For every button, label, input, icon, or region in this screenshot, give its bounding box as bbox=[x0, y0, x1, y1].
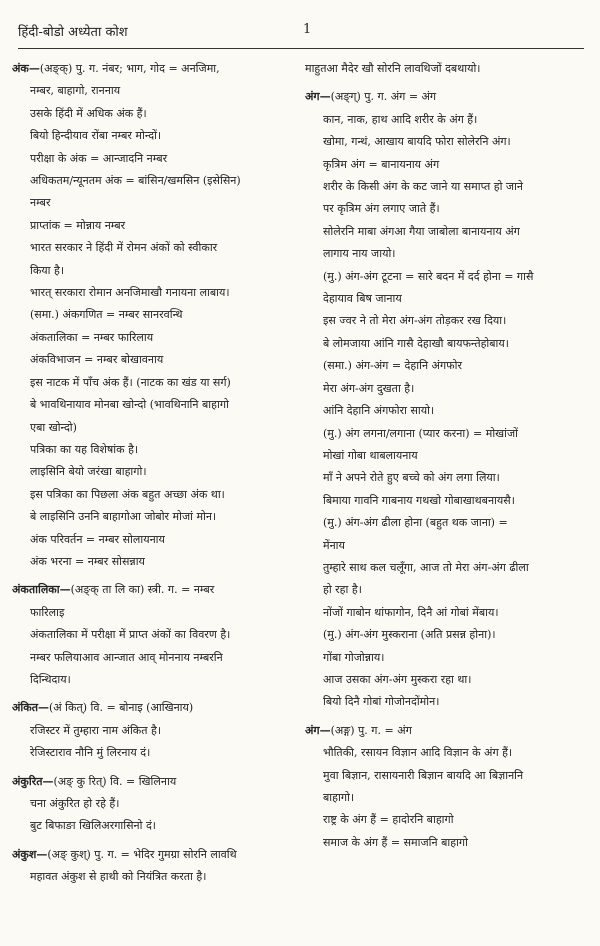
text-line bbox=[305, 198, 590, 220]
line-text: नम्बर bbox=[30, 196, 51, 210]
text-line bbox=[305, 535, 590, 557]
left-column bbox=[12, 58, 287, 889]
text-line bbox=[305, 400, 590, 422]
line-text: (अङ्क् ता लि का) स्त्री. ग. = नम्बर bbox=[70, 583, 215, 597]
dictionary-entry-line bbox=[12, 58, 287, 80]
line-text: प्राप्तांक = मोन्नाय नम्बर bbox=[30, 218, 126, 232]
dictionary-entry-line bbox=[12, 579, 287, 601]
line-text: इस पत्रिका का पिछला अंक बहुत अच्छा अंक था। bbox=[30, 487, 225, 501]
text-line bbox=[12, 170, 287, 192]
text-line bbox=[305, 647, 590, 669]
dictionary-entry-line bbox=[305, 720, 590, 742]
text-line bbox=[12, 80, 287, 102]
text-line bbox=[12, 439, 287, 461]
text-line bbox=[12, 148, 287, 170]
text-line bbox=[305, 310, 590, 332]
text-line bbox=[12, 237, 287, 259]
text-line bbox=[12, 624, 287, 646]
line-text: मुवा बिज्ञान, रासायनारी बिज्ञान बायदि आ बिज्ञाननि bbox=[323, 768, 524, 782]
text-line bbox=[305, 378, 590, 400]
text-line bbox=[12, 327, 287, 349]
text-line bbox=[305, 742, 590, 764]
line-text: (अङ्ग्) पु. ग. अंग = अंग bbox=[330, 90, 437, 104]
text-line bbox=[305, 557, 590, 579]
line-text: पर कृत्रिम अंग लगाए जाते हैं। bbox=[323, 202, 440, 216]
headword: अंग— bbox=[305, 723, 331, 737]
line-text: (समा.) अंकगणित = नम्बर सानरवन्थि bbox=[30, 308, 183, 322]
dictionary-entry-line bbox=[12, 771, 287, 793]
text-line bbox=[305, 832, 590, 854]
text-line bbox=[305, 109, 590, 131]
text-line bbox=[12, 372, 287, 394]
line-text: गोंबा गोजोन्नाय। bbox=[323, 650, 385, 664]
text-line bbox=[305, 602, 590, 624]
dictionary-entry-line bbox=[12, 844, 287, 866]
line-text: समाज के अंग हैं = समाजनि बाहागो bbox=[323, 835, 468, 849]
line-text: रेजिस्टाराव नौनि मुं लिरनाय दं। bbox=[30, 746, 151, 760]
dictionary-entry-line bbox=[305, 86, 590, 108]
line-text: रजिस्टर में तुम्हारा नाम अंकित है। bbox=[30, 723, 162, 737]
line-text: उसके हिंदी में अधिक अंक हैं। bbox=[30, 106, 147, 120]
page-header bbox=[18, 14, 584, 49]
text-line bbox=[305, 355, 590, 377]
line-text: बिमाया गावनि गाबनाय गथखो गोबाखाथबनायसै। bbox=[323, 493, 515, 507]
text-line bbox=[12, 602, 287, 624]
line-text: (मु.) अंग-अंग टूटना = सारे बदन में दर्द होना = गासै bbox=[323, 269, 534, 283]
text-line bbox=[12, 304, 287, 326]
text-line bbox=[305, 176, 590, 198]
text-line bbox=[305, 467, 590, 489]
line-text: (अङ्ग) पु. ग. = अंग bbox=[330, 723, 412, 737]
line-text: कान, नाक, हाथ आदि शरीर के अंग हैं। bbox=[323, 112, 478, 126]
text-line bbox=[305, 266, 590, 288]
dictionary-entry-line bbox=[12, 697, 287, 719]
headword: अंकुरित— bbox=[12, 774, 54, 788]
text-line bbox=[305, 787, 590, 809]
text-line bbox=[12, 349, 287, 371]
text-line bbox=[12, 866, 287, 888]
text-line bbox=[12, 484, 287, 506]
text-line bbox=[305, 288, 590, 310]
headword: अंक— bbox=[12, 62, 40, 75]
text-line bbox=[12, 417, 287, 439]
line-text: मेरा अंग-अंग दुखता है। bbox=[323, 381, 415, 395]
text-line bbox=[305, 58, 590, 80]
line-text: नोंजों गाबोन थांफागोन, दिनै आं गोबां मेंबाय। bbox=[323, 605, 499, 619]
line-text: चना अंकुरित हो रहे हैं। bbox=[30, 797, 120, 810]
text-line bbox=[305, 333, 590, 355]
text-line bbox=[12, 647, 287, 669]
text-line bbox=[305, 669, 590, 691]
line-text: शरीर के किसी अंग के कट जाने या समाप्त हो जाने bbox=[323, 180, 524, 194]
line-text: लाइसिनि बेयो जरंखा बाहागो। bbox=[30, 465, 147, 479]
line-text: आंनि देहानि अंगफोरा सायो। bbox=[323, 404, 435, 418]
text-line bbox=[12, 815, 287, 837]
line-text: (अङ् कुश्) पु. ग. = भेदिर गुमग्रा सोरनि लावथि bbox=[47, 847, 237, 861]
line-text: अधिकतम/न्यूनतम अंक = बांसिन/खमसिन (इसेसिन) bbox=[30, 174, 241, 188]
line-text: अंकविभाजन = नम्बर बोखावनाय bbox=[30, 353, 164, 367]
line-text: एबा खोन्दो) bbox=[30, 420, 77, 434]
text-line bbox=[12, 529, 287, 551]
line-text: (अङ् कु रित्) वि. = खिलिनाय bbox=[53, 774, 177, 788]
text-line bbox=[305, 423, 590, 445]
line-text: कृत्रिम अंग = बानायनाय अंग bbox=[323, 157, 440, 171]
line-text: पत्रिका का यह विशेषांक है। bbox=[30, 442, 139, 456]
line-text: परीक्षा के अंक = आन्जादनि नम्बर bbox=[30, 151, 168, 165]
line-text: नम्बर, बाहागो, राननाय bbox=[30, 84, 121, 98]
text-line bbox=[12, 720, 287, 742]
line-text: भौतिकी, रसायन विज्ञान आदि विज्ञान के अंग हैं। bbox=[323, 746, 513, 760]
right-column bbox=[305, 58, 590, 854]
text-line bbox=[12, 551, 287, 573]
headword: अंकित— bbox=[12, 701, 49, 715]
line-text: फारिलाइ bbox=[30, 605, 65, 619]
text-line bbox=[12, 125, 287, 147]
line-text: राष्ट्र के अंग हैं = हादोरनि बाहागो bbox=[323, 813, 454, 827]
text-line bbox=[305, 579, 590, 601]
line-text: किया है। bbox=[30, 263, 65, 277]
line-text: इस ज्वर ने तो मेरा अंग-अंग तोड़कर रख दिया। bbox=[323, 314, 507, 328]
line-text: लागाय नाय जायो। bbox=[323, 247, 396, 261]
line-text: मेंनाय bbox=[323, 538, 345, 552]
headword: अंकुश— bbox=[12, 847, 48, 861]
line-text: मोखां गोबा थाबलायनाय bbox=[323, 448, 418, 462]
line-text: नम्बर फलियाआव आन्जात आव् मोननाय नम्बरनि bbox=[30, 650, 223, 664]
line-text: बुट बिफाङा खिलिअरगासिनो दं। bbox=[30, 819, 156, 833]
line-text: बे लोमजाया आंनि गासै देहाखौ बायफन्तेहोबाय। bbox=[323, 336, 509, 350]
line-text: तुम्हारे साथ कल चलूँगा, आज तो मेरा अंग-अंग ढीला bbox=[323, 560, 529, 574]
line-text: बे भावथिनायाव मोनबा खोन्दो (भावथिनानि बाहागो bbox=[30, 398, 229, 412]
running-title: हिंदी-बोडो अध्येता कोश bbox=[18, 25, 128, 40]
text-line bbox=[12, 742, 287, 764]
text-line bbox=[12, 669, 287, 691]
text-line bbox=[305, 490, 590, 512]
text-line bbox=[305, 243, 590, 265]
headword: अंकतालिका— bbox=[12, 583, 71, 597]
line-text: भारत् सरकारा रोमान अनजिमाखौ गनायना लाबाय। bbox=[30, 286, 230, 300]
line-text: अंक परिवर्तन = नम्बर सोलायनाय bbox=[30, 532, 165, 546]
text-line bbox=[305, 624, 590, 646]
text-line bbox=[305, 221, 590, 243]
page-number: 1 bbox=[303, 22, 312, 37]
line-text: बाहागो। bbox=[323, 791, 355, 804]
text-line bbox=[12, 103, 287, 125]
line-text: (समा.) अंग-अंग = देहानि अंगफोर bbox=[323, 359, 462, 373]
text-line bbox=[305, 154, 590, 176]
line-text: माहुतआ मैदेर खौ सोरनि लावथिजों दबथायो। bbox=[305, 62, 481, 75]
line-text: अंक भरना = नम्बर सोसन्नाय bbox=[30, 554, 145, 568]
text-line bbox=[12, 793, 287, 815]
line-text: (मु.) अंग-अंग ढीला होना (बहुत थक जाना) = bbox=[323, 516, 508, 530]
text-line bbox=[12, 260, 287, 282]
line-text: भारत सरकार ने हिंदी में रोमन अंकों को स्वीकार bbox=[30, 241, 218, 255]
text-line bbox=[12, 282, 287, 304]
headword: अंग— bbox=[305, 90, 331, 104]
line-text: इस नाटक में पाँच अंक हैं। (नाटक का खंड या सर्ग) bbox=[30, 375, 231, 389]
line-text: (अं कित्) वि. = बोनाइ (आखिनाय) bbox=[48, 701, 194, 715]
text-line bbox=[305, 131, 590, 153]
line-text: अंकतालिका = नम्बर फारिलाय bbox=[30, 330, 154, 344]
text-line bbox=[12, 506, 287, 528]
line-text: अंकतालिका में परीक्षा में प्राप्त अंकों का विवरण है। bbox=[30, 628, 231, 642]
line-text: दिन्थिदाय। bbox=[30, 672, 71, 686]
text-line bbox=[305, 809, 590, 831]
text-line bbox=[305, 445, 590, 467]
line-text: आज उसका अंग-अंग मुस्करा रहा था। bbox=[323, 672, 472, 686]
line-text: सोलेरनि माबा अंगआ गैया जाबोला बानायनाय अंग bbox=[323, 224, 520, 238]
line-text: महावत अंकुश से हाथी को नियंत्रित करता है। bbox=[30, 870, 207, 884]
line-text: बियो दिनै गोबां गोजोनदोंमोन। bbox=[323, 695, 440, 709]
line-text: (अङ्क्) पु. ग. नंबर; भाग, गोद = अनजिमा, bbox=[39, 62, 220, 75]
text-line bbox=[305, 512, 590, 534]
line-text: (मु.) अंग लगना/लगाना (प्यार करना) = मोखांजों bbox=[323, 426, 519, 440]
text-line bbox=[305, 691, 590, 713]
line-text: बियो हिन्दीयाव रोंबा नम्बर मोन्दों। bbox=[30, 129, 162, 143]
text-line bbox=[12, 215, 287, 237]
line-text: हो रहा है। bbox=[323, 583, 362, 597]
line-text: खोमा, गन्थं, आखाय बायदि फोरा सोलेरनि अंग। bbox=[323, 135, 511, 149]
text-line bbox=[12, 394, 287, 416]
text-line bbox=[12, 192, 287, 214]
line-text: (मु.) अंग-अंग मुस्कराना (अति प्रसन्न होना)। bbox=[323, 628, 496, 642]
line-text: देहायाव बिष जानाय bbox=[323, 292, 402, 306]
text-line bbox=[12, 461, 287, 483]
line-text: माँ ने अपने रोते हुए बच्चे को अंग लगा लिया। bbox=[323, 471, 500, 485]
line-text: बे लाइसिनि उननि बाहागोआ जोबोर मोजां मोन। bbox=[30, 510, 217, 524]
text-line bbox=[305, 765, 590, 787]
